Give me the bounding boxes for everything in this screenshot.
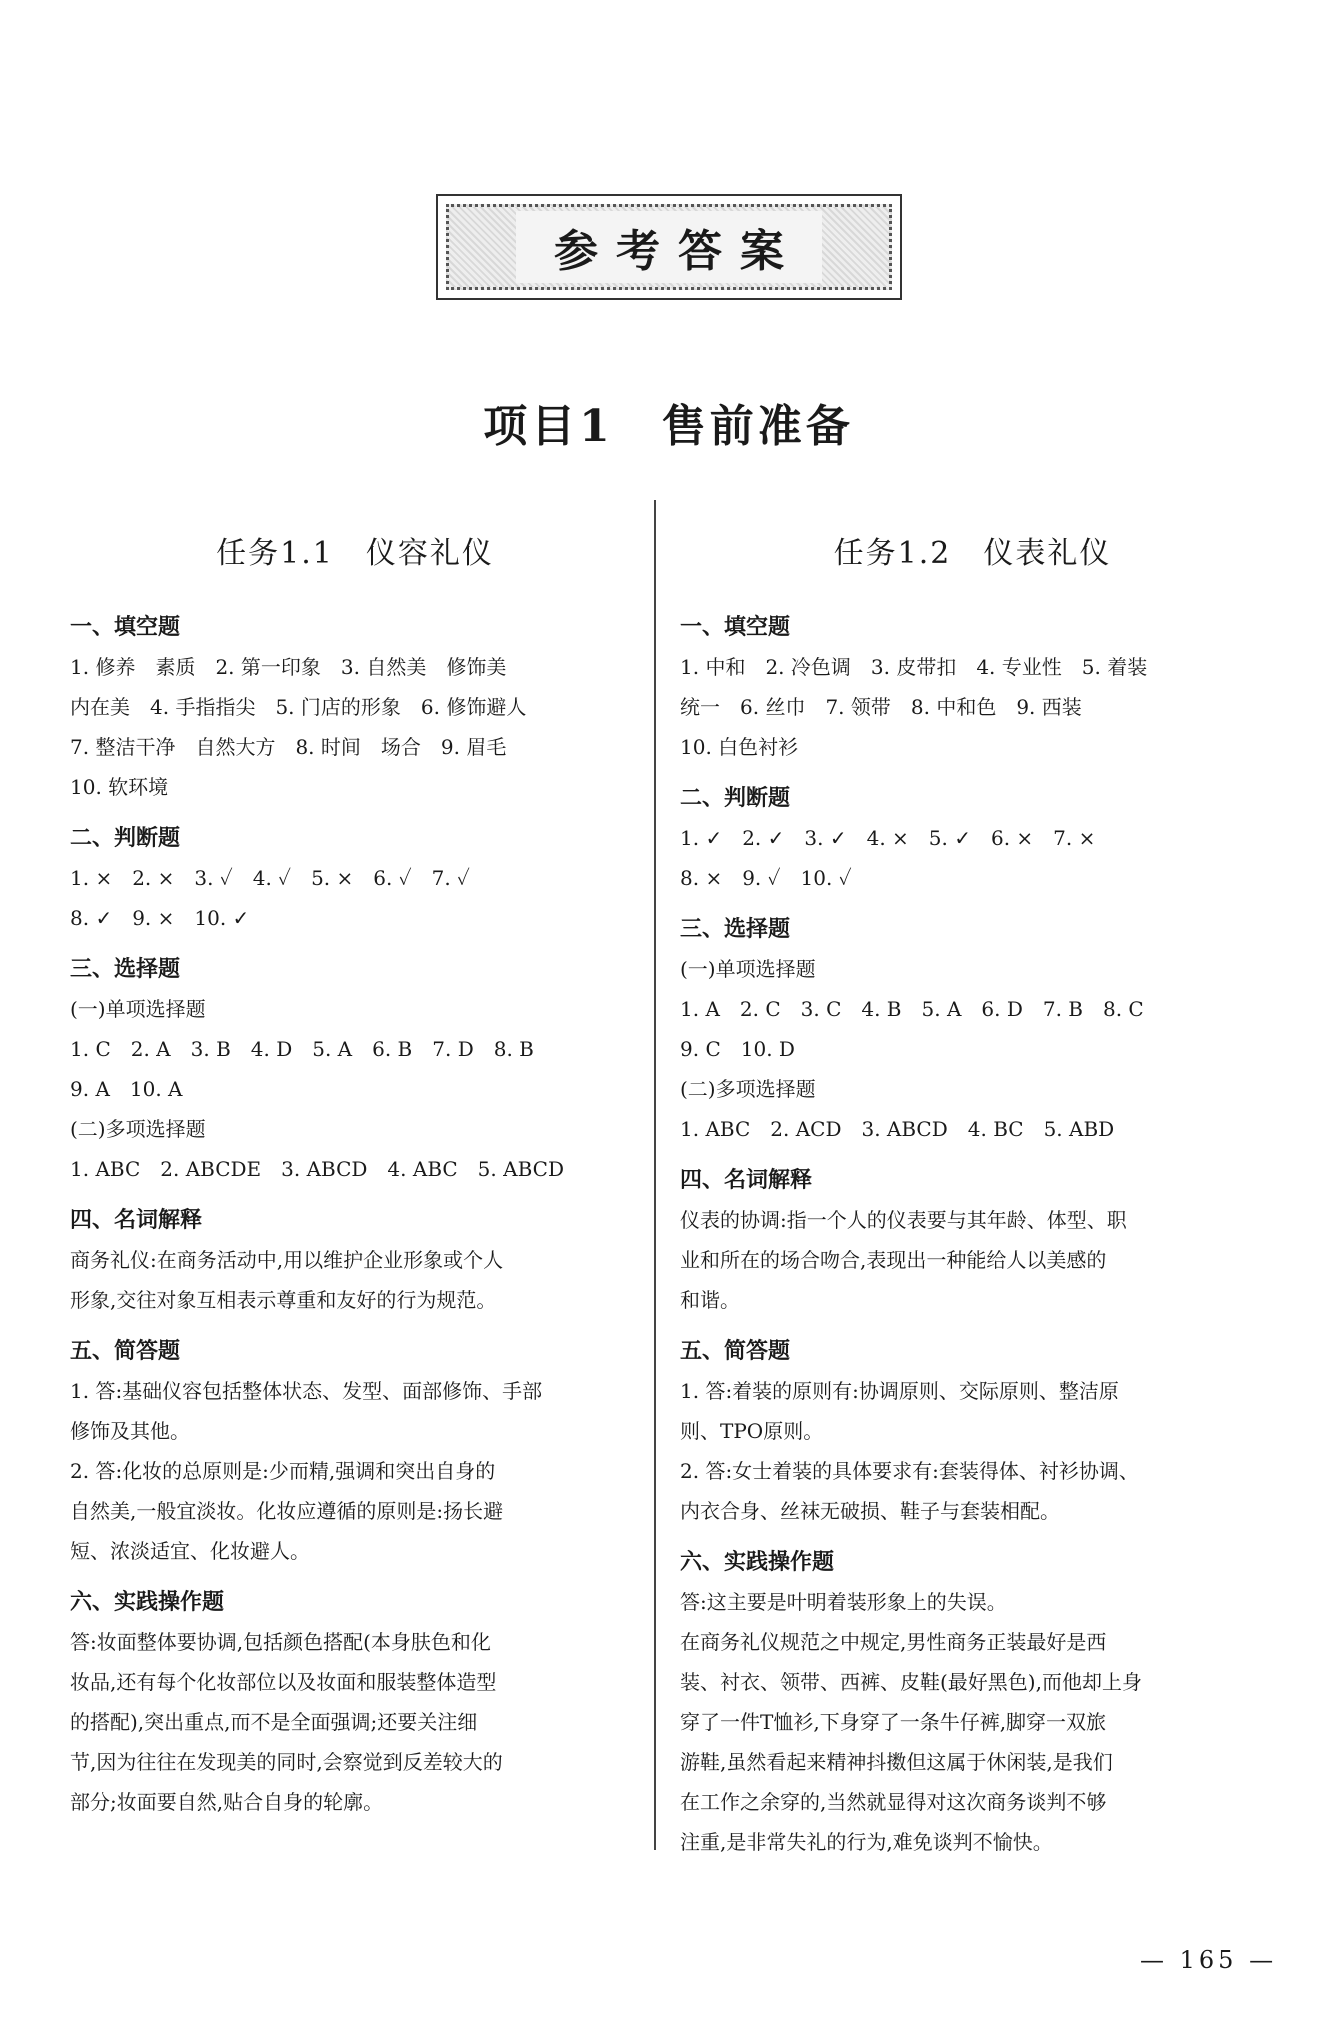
answer-line: 妆品,还有每个化妆部位以及妆面和服装整体造型	[70, 1670, 497, 1694]
answer-line: 业和所在的场合吻合,表现出一种能给人以美感的	[680, 1248, 1107, 1272]
section-heading: 四、名词解释	[70, 1208, 203, 1233]
section-heading: 五、简答题	[680, 1339, 791, 1364]
answer-line: 仪表的协调:指一个人的仪表要与其年龄、体型、职	[680, 1208, 1127, 1232]
answer-line: 和谐。	[680, 1288, 740, 1312]
answer-line: 节,因为往往在发现美的同时,会察觉到反差较大的	[70, 1750, 503, 1774]
page-number: — 165 —	[1140, 1946, 1278, 1974]
right-column	[680, 528, 1265, 1862]
answer-line: 形象,交往对象互相表示尊重和友好的行为规范。	[70, 1288, 497, 1312]
answer-line: 2. 答:化妆的总原则是:少而精,强调和突出自身的	[70, 1459, 496, 1483]
column-divider	[654, 500, 656, 1850]
answer-line: 9. C 10. D	[680, 1037, 795, 1061]
answer-line: 2. 答:女士着装的具体要求有:套装得体、衬衫协调、	[680, 1459, 1139, 1483]
subsection-heading: (二)多项选择题	[70, 1117, 206, 1141]
answer-line: 则、TPO原则。	[680, 1419, 824, 1443]
subsection-heading: (一)单项选择题	[680, 957, 816, 981]
answer-line: 1. 答:基础仪容包括整体状态、发型、面部修饰、手部	[70, 1379, 543, 1403]
left-column	[70, 528, 640, 1822]
answer-line: 自然美,一般宜淡妆。化妆应遵循的原则是:扬长避	[70, 1499, 504, 1523]
answer-line: 在商务礼仪规范之中规定,男性商务正装最好是西	[680, 1630, 1107, 1654]
answer-line: 1. 答:着装的原则有:协调原则、交际原则、整洁原	[680, 1379, 1119, 1403]
answer-line: 短、浓淡适宜、化妆避人。	[70, 1539, 310, 1563]
answer-line: 1. A 2. C 3. C 4. B 5. A 6. D 7. B 8. C	[680, 997, 1144, 1021]
answer-line: 答:这主要是叶明着装形象上的失误。	[680, 1590, 1007, 1614]
answer-line: 10. 软环境	[70, 775, 169, 799]
answer-line: 9. A 10. A	[70, 1077, 183, 1101]
section-heading: 四、名词解释	[680, 1168, 813, 1193]
project-title: 项目1 售前准备	[483, 401, 854, 452]
answer-line: 装、衬衣、领带、西裤、皮鞋(最好黑色),而他却上身	[680, 1670, 1142, 1694]
banner-frame	[446, 204, 892, 290]
task-title: 任务1.1 仪容礼仪	[216, 536, 494, 571]
answer-line: 游鞋,虽然看起来精神抖擞但这属于休闲装,是我们	[680, 1750, 1113, 1774]
answer-line: 10. 白色衬衫	[680, 735, 799, 759]
section-heading: 二、判断题	[70, 826, 181, 851]
answer-line: 答:妆面整体要协调,包括颜色搭配(本身肤色和化	[70, 1630, 491, 1654]
answer-line: 在工作之余穿的,当然就显得对这次商务谈判不够	[680, 1790, 1107, 1814]
answer-line: 内在美 4. 手指指尖 5. 门店的形象 6. 修饰避人	[70, 695, 527, 719]
answer-line: 部分;妆面要自然,贴合自身的轮廓。	[70, 1790, 384, 1814]
answer-line: 7. 整洁干净 自然大方 8. 时间 场合 9. 眉毛	[70, 735, 507, 759]
section-heading: 五、简答题	[70, 1339, 181, 1364]
answer-line: 1. 修养 素质 2. 第一印象 3. 自然美 修饰美	[70, 655, 507, 679]
task-title: 任务1.2 仪表礼仪	[833, 536, 1112, 571]
answer-line: 统一 6. 丝巾 7. 领带 8. 中和色 9. 西装	[680, 695, 1082, 719]
answer-line: 内衣合身、丝袜无破损、鞋子与套装相配。	[680, 1499, 1060, 1523]
answer-line: 修饰及其他。	[70, 1419, 190, 1443]
answer-line: 1. ABC 2. ACD 3. ABCD 4. BC 5. ABD	[680, 1117, 1115, 1141]
answer-line: 1. ABC 2. ABCDE 3. ABCD 4. ABC 5. ABCD	[70, 1157, 564, 1181]
answer-line: 1. ✓ 2. ✓ 3. ✓ 4. × 5. ✓ 6. × 7. ×	[680, 826, 1096, 850]
section-heading: 二、判断题	[680, 786, 791, 811]
section-heading: 六、实践操作题	[680, 1550, 835, 1575]
answer-line: 1. C 2. A 3. B 4. D 5. A 6. B 7. D 8. B	[70, 1037, 534, 1061]
subsection-heading: (二)多项选择题	[680, 1077, 816, 1101]
section-heading: 六、实践操作题	[70, 1590, 225, 1615]
subsection-heading: (一)单项选择题	[70, 997, 206, 1021]
answer-line: 的搭配),突出重点,而不是全面强调;还要关注细	[70, 1710, 478, 1734]
section-heading: 一、填空题	[70, 615, 181, 640]
answer-line: 1. 中和 2. 冷色调 3. 皮带扣 4. 专业性 5. 着装	[680, 655, 1148, 679]
answer-key-banner	[436, 194, 902, 300]
answer-line: 注重,是非常失礼的行为,难免谈判不愉快。	[680, 1830, 1053, 1854]
answer-line: 1. × 2. × 3. ✓ 4. ✓ 5. × 6. ✓ 7. ✓	[70, 866, 470, 890]
section-heading: 三、选择题	[680, 917, 791, 942]
section-heading: 三、选择题	[70, 957, 181, 982]
section-heading: 一、填空题	[680, 615, 791, 640]
banner-title: 参考答案	[516, 211, 822, 283]
answer-line: 8. ✓ 9. × 10. ✓	[70, 906, 250, 930]
answer-line: 商务礼仪:在商务活动中,用以维护企业形象或个人	[70, 1248, 504, 1272]
answer-line: 穿了一件T恤衫,下身穿了一条牛仔裤,脚穿一双旅	[680, 1710, 1107, 1734]
answer-line: 8. × 9. ✓ 10. ✓	[680, 866, 852, 890]
